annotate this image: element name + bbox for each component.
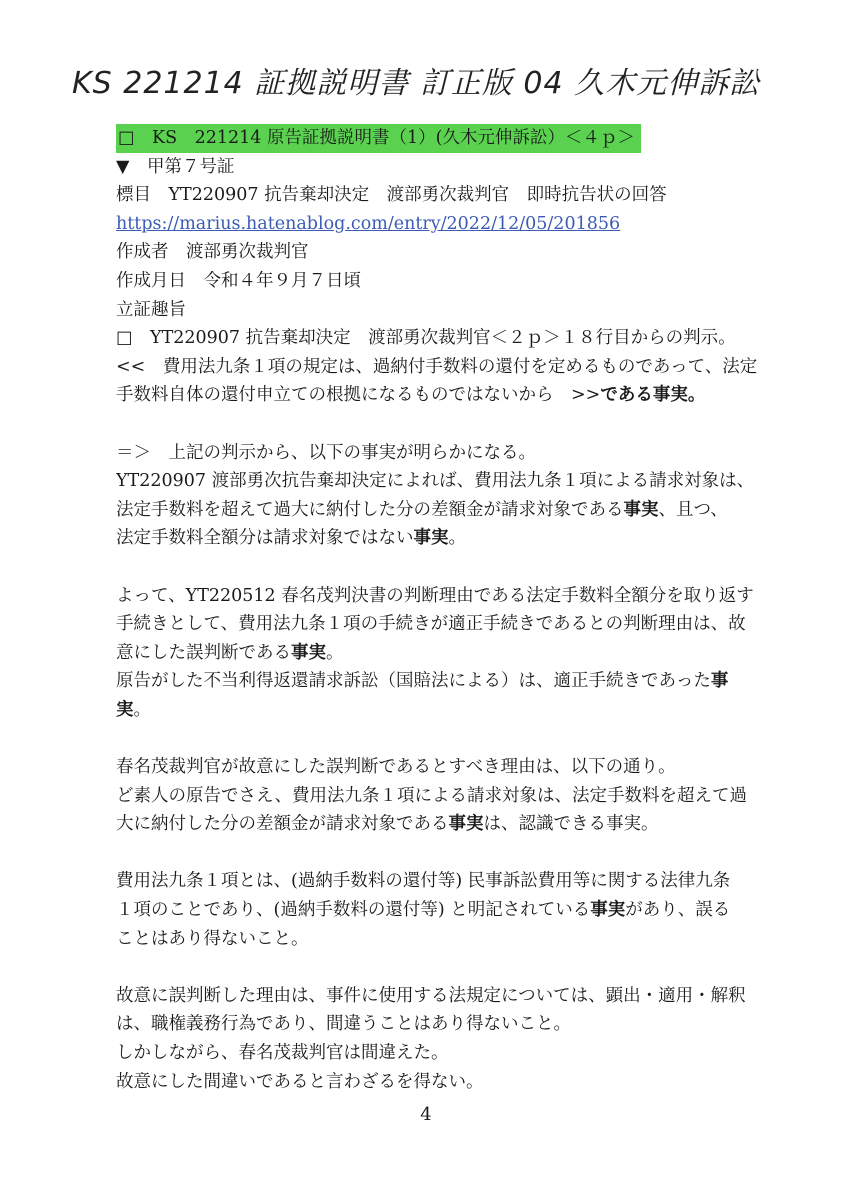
paragraph-5-line-2: 手続きとして、費用法九条１項の手続きが適正手続きであるとの判断理由は、故 [116,614,746,635]
blank-line [116,839,806,868]
paragraph-7-line-2: ど素人の原告でさえ、費用法九条１項による請求対象は、法定手数料を超えて過 [116,785,748,806]
paragraph-4-line-2 [116,496,806,525]
paragraph-5-line-3 [116,639,806,668]
emphasis: 事実 [413,528,449,549]
text-run: 。 [326,642,344,663]
document-body [116,124,806,1096]
paragraph-2-line-1: << 費用法九条１項の規定は、過納付手数料の還付を定めるものであって、法定 [116,356,758,377]
text-run: 。 [448,528,466,549]
paragraph-3: ＝＞ 上記の判示から、以下の事実が明らかになる。 [116,442,536,463]
paragraph-9-line-4: 故意にした間違いであると言わざるを得ない。 [116,1071,484,1092]
paragraph-5-line-1: よって、YT220512 春名茂判決書の判断理由である法定手数料全額分を取り返す [116,585,754,606]
title-line [116,124,806,153]
paragraph-9-line-2: は、職権義務行為であり、間違うことはあり得ないこと。 [116,1014,571,1035]
paragraph-7-line-3 [116,810,806,839]
emphasis: 実 [116,699,134,720]
blog-link[interactable]: https://marius.hatenablog.com/entry/2022/12/05/201856 [116,213,621,234]
paragraph-6-line-2 [116,696,806,725]
text-run: 法定手数料全額分は請求対象ではない [116,528,414,549]
paragraph-8-line-3: ことはあり得ないこと。 [116,928,309,949]
paragraph-4-line-3 [116,524,806,553]
paragraph-8-line-1: 費用法九条１項とは、(過納手数料の還付等) 民事訴訟費用等に関する法律九条 [116,871,731,892]
author-line: 作成者 渡部勇次裁判官 [116,242,309,263]
text-run: 法定手数料を超えて過大に納付した分の差額金が請求対象である [116,499,624,520]
document-title: □ KS 221214 原告証拠説明書（1）(久木元伸訴訟）＜４ｐ＞ [116,124,641,153]
text-run: 意にした誤判断である [116,642,291,663]
purpose-heading: 立証趣旨 [116,299,186,320]
paragraph-6-line-1 [116,667,806,696]
emphasis: 事実 [590,900,626,921]
emphasis: である事実。 [600,385,706,406]
text-run: 、且つ、 [658,499,728,520]
page-number: 4 [420,1104,432,1125]
subject-line: 標目 YT220907 抗告棄却決定 渡部勇次裁判官 即時抗告状の回答 [116,185,667,206]
exhibit-line: ▼ 甲第７号証 [116,156,235,177]
text-run: は、認識できる事実。 [483,814,659,835]
blank-line [116,724,806,753]
paragraph-8-line-2 [116,896,806,925]
blank-line [116,410,806,439]
emphasis: 事 [710,671,729,692]
text-run: があり、誤る [625,900,731,921]
paragraph-2-line-2 [116,381,806,410]
url-line [116,210,806,239]
paragraph-9-line-1: 故意に誤判断した理由は、事件に使用する法規定については、顕出・適用・解釈 [116,985,746,1006]
text-run: １項のことであり、(過納手数料の還付等) と明記されている [116,900,591,921]
paragraph-7-line-1: 春名茂裁判官が故意にした誤判断であるとすべき理由は、以下の通り。 [116,757,676,778]
text-run: 大に納付した分の差額金が請求対象である [116,814,449,835]
blank-line [116,953,806,982]
emphasis: 事実 [448,814,484,835]
handwritten-header: KS 221214 証拠説明書 訂正版 04 久木元伸訴訟 [72,66,761,101]
emphasis: 事実 [291,642,326,663]
emphasis: 事実 [623,499,659,520]
text-run: 手数料自体の還付申立ての根拠になるものではないから >> [116,385,601,406]
blank-line [116,553,806,582]
paragraph-9-line-3: しかしながら、春名茂裁判官は間違えた。 [116,1043,449,1063]
paragraph-4-line-1: YT220907 渡部勇次抗告棄却決定によれば、費用法九条１項による請求対象は、 [116,471,755,492]
date-line: 作成月日 令和４年９月７日頃 [116,270,361,291]
text-run: 。 [133,699,151,720]
text-run: 原告がした不当利得返還請求訴訟（国賠法による）は、適正手続きであった [116,671,711,692]
paragraph-1: □ YT220907 抗告棄却決定 渡部勇次裁判官＜２ｐ＞１８行目からの判示。 [116,328,736,349]
